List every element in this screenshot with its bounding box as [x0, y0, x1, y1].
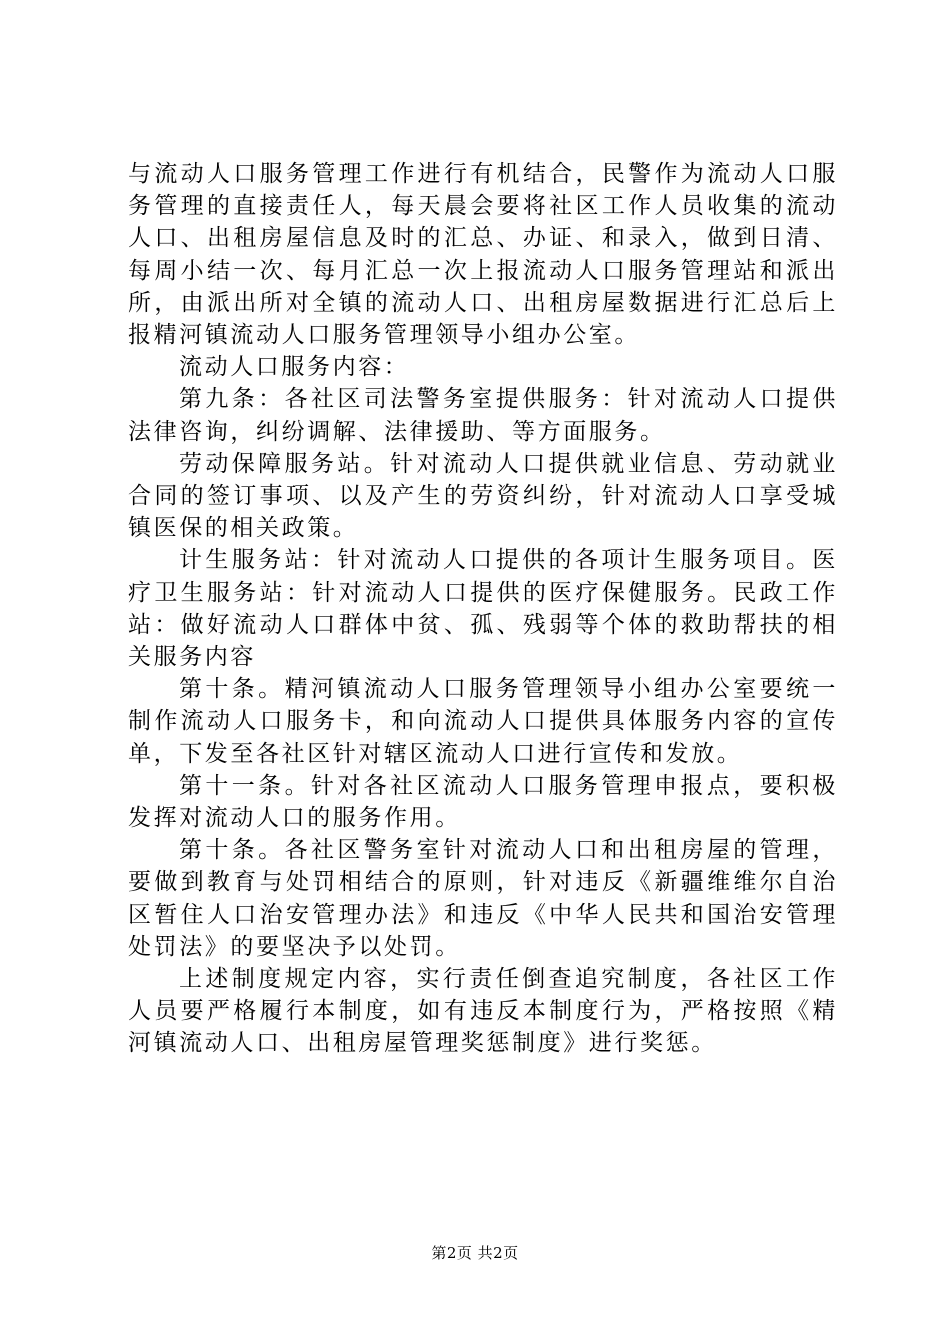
- paragraph-continuation: 与流动人口服务管理工作进行有机结合，民警作为流动人口服务管理的直接责任人，每天晨会要将社区工作人员收集的流动人口、出租房屋信息及时的汇总、办证、和录入，做到日清、每周小结一次、每月汇总一次上报流动人口服务管理站和派出所，由派出所对全镇的流动人口、出租房屋数据进行汇总后上报精河镇流动人口服务管理领导小组办公室。: [128, 161, 838, 349]
- page-number-footer: 第2页 共2页: [431, 1244, 519, 1262]
- paragraph-service-stations: 计生服务站：针对流动人口提供的各项计生服务项目。医疗卫生服务站：针对流动人口提供的医疗保健服务。民政工作站：做好流动人口群体中贫、孤、残弱等个体的救助帮扶的相关服务内容: [128, 547, 838, 671]
- paragraph-labor-station: 劳动保障服务站。针对流动人口提供就业信息、劳动就业合同的签订事项、以及产生的劳资纠纷，针对流动人口享受城镇医保的相关政策。: [128, 450, 838, 542]
- paragraph-accountability: 上述制度规定内容，实行责任倒查追究制度，各社区工作人员要严格履行本制度，如有违反本制度行为，严格按照《精河镇流动人口、出租房屋管理奖惩制度》进行奖惩。: [128, 966, 838, 1057]
- paragraph-service-heading: 流动人口服务内容：: [179, 354, 410, 381]
- paragraph-article-10-penalty: 第十条。各社区警务室针对流动人口和出租房屋的管理，要做到教育与处罚相结合的原则，针对违反《新疆维维尔自治区暂住人口治安管理办法》和违反《中华人民共和国治安管理处罚法》的要坚决予以处罚。: [128, 837, 838, 960]
- paragraph-article-11: 第十一条。针对各社区流动人口服务管理申报点，要积极发挥对流动人口的服务作用。: [128, 772, 838, 832]
- document-body: [128, 158, 838, 1060]
- paragraph-article-10: 第十条。精河镇流动人口服务管理领导小组办公室要统一制作流动人口服务卡，和向流动人口提供具体服务内容的宣传单，下发至各社区针对辖区流动人口进行宣传和发放。: [128, 676, 838, 767]
- paragraph-article-9: 第九条：各社区司法警务室提供服务：针对流动人口提供法律咨询，纠纷调解、法律援助、等方面服务。: [128, 386, 838, 445]
